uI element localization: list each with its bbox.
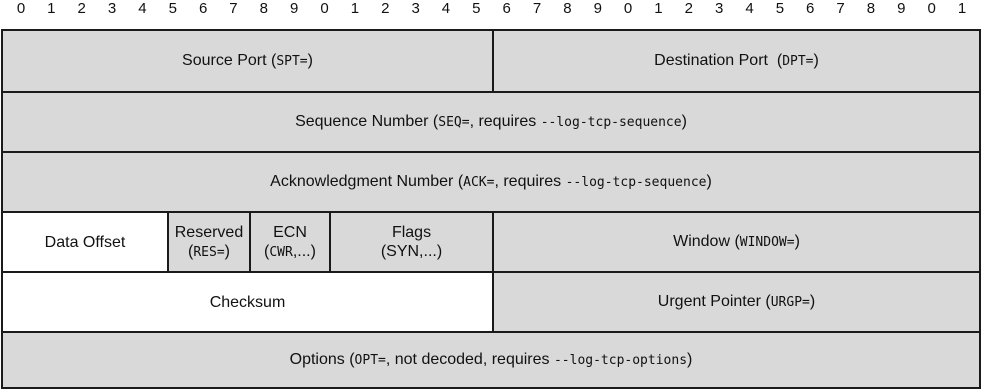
flags-detail: (SYN,...) [380,243,443,260]
bit-ruler-tick: 6 [198,0,208,17]
field-acknowledgment-number [3,153,979,211]
options-middle: , not decoded, requires [385,351,554,368]
field-reserved [167,213,249,271]
acknowledgment-number-option: --log-tcp-sequence [565,175,707,190]
bit-ruler-tick: 8 [563,0,572,17]
window-label: Window ( [673,233,740,250]
ecn-paren-open: ( [264,242,270,260]
bit-ruler-tick: 1 [654,0,663,17]
bit-ruler-tick: 1 [350,0,360,17]
bit-ruler-tick: 3 [107,0,117,17]
sequence-number-option: --log-tcp-sequence [540,115,682,130]
bit-ruler-tick: 8 [259,0,268,17]
bit-ruler-tick: 3 [411,0,420,17]
row-sequence [3,91,979,151]
bit-ruler-tick: 7 [229,0,238,17]
bit-ruler-tick: 4 [745,0,754,17]
bit-ruler-tick: 7 [836,0,845,17]
row-offset-flags-window [3,211,979,271]
bit-ruler [0,0,982,24]
acknowledgment-number-label: Acknowledgment Number ( [270,173,464,190]
bit-ruler-tick: 5 [775,0,785,17]
reserved-code: RES= [193,244,225,260]
bit-ruler-tick: 9 [290,0,299,17]
source-port-code: SPT= [276,54,308,69]
destination-port-code: DPT= [782,54,814,69]
destination-port-suffix: ) [813,52,819,69]
source-port-suffix: ) [307,52,313,69]
sequence-number-code: SEQ= [438,115,470,130]
bit-ruler-tick: 0 [320,0,329,17]
bit-ruler-tick: 7 [532,0,542,17]
bit-ruler-tick: 2 [381,0,390,17]
bit-ruler-tick: 1 [957,0,967,17]
field-source-port [3,31,492,91]
bit-ruler-tick: 5 [472,0,481,17]
bit-ruler-tick: 1 [47,0,56,17]
acknowledgment-number-middle: , requires [494,173,566,190]
ecn-code: CWR [269,244,293,260]
field-window [492,213,979,271]
data-offset-label: Data Offset [44,233,126,251]
window-suffix: ) [794,233,800,250]
options-suffix: ) [687,351,693,368]
bit-ruler-tick: 4 [441,0,451,17]
checksum-label: Checksum [209,293,286,311]
field-data-offset [3,213,167,271]
reserved-label: Reserved [174,223,244,241]
source-port-label: Source Port ( [182,52,277,69]
field-destination-port [492,31,979,91]
acknowledgment-number-suffix: ) [706,173,712,190]
bit-ruler-tick: 3 [714,0,724,17]
acknowledgment-number-code: ACK= [463,175,495,190]
field-urgent-pointer [492,273,979,331]
flags-label: Flags [391,224,432,241]
bit-ruler-tick: 2 [77,0,86,17]
urgent-pointer-suffix: ) [809,293,816,310]
ecn-suffix: ,...) [292,242,316,260]
options-label: Options ( [289,351,355,368]
reserved-paren-close: ) [224,242,230,260]
row-acknowledgment [3,151,979,211]
tcp-header-diagram [1,29,981,389]
field-flags [329,213,492,271]
field-sequence-number [3,93,979,151]
field-options [3,333,979,387]
bit-ruler-tick: 6 [502,0,511,17]
sequence-number-middle: , requires [469,113,541,130]
bit-ruler-tick: 5 [168,0,177,17]
bit-ruler-tick: 9 [897,0,906,17]
options-flag: --log-tcp-options [553,353,688,368]
field-checksum [3,273,492,331]
sequence-number-label: Sequence Number ( [295,113,439,130]
urgent-pointer-code: URGP= [770,295,810,310]
sequence-number-suffix: ) [681,113,687,130]
row-ports [3,31,979,91]
reserved-paren-open: ( [188,242,194,260]
bit-ruler-tick: 4 [138,0,147,17]
bit-ruler-tick: 0 [623,0,633,17]
bit-ruler-tick: 9 [593,0,602,17]
bit-ruler-tick: 2 [684,0,693,17]
destination-port-label: Destination Port ( [654,52,783,69]
bit-ruler-tick: 0 [927,0,936,17]
urgent-pointer-label: Urgent Pointer ( [657,293,771,310]
window-code: WINDOW= [739,235,795,250]
bit-ruler-tick: 6 [806,0,815,17]
bit-ruler-tick: 8 [866,0,876,17]
row-checksum-urgent [3,271,979,331]
options-code: OPT= [354,353,386,368]
field-ecn [249,213,329,271]
bit-ruler-tick: 0 [16,0,26,17]
row-options [3,331,979,387]
ecn-label: ECN [273,223,307,241]
